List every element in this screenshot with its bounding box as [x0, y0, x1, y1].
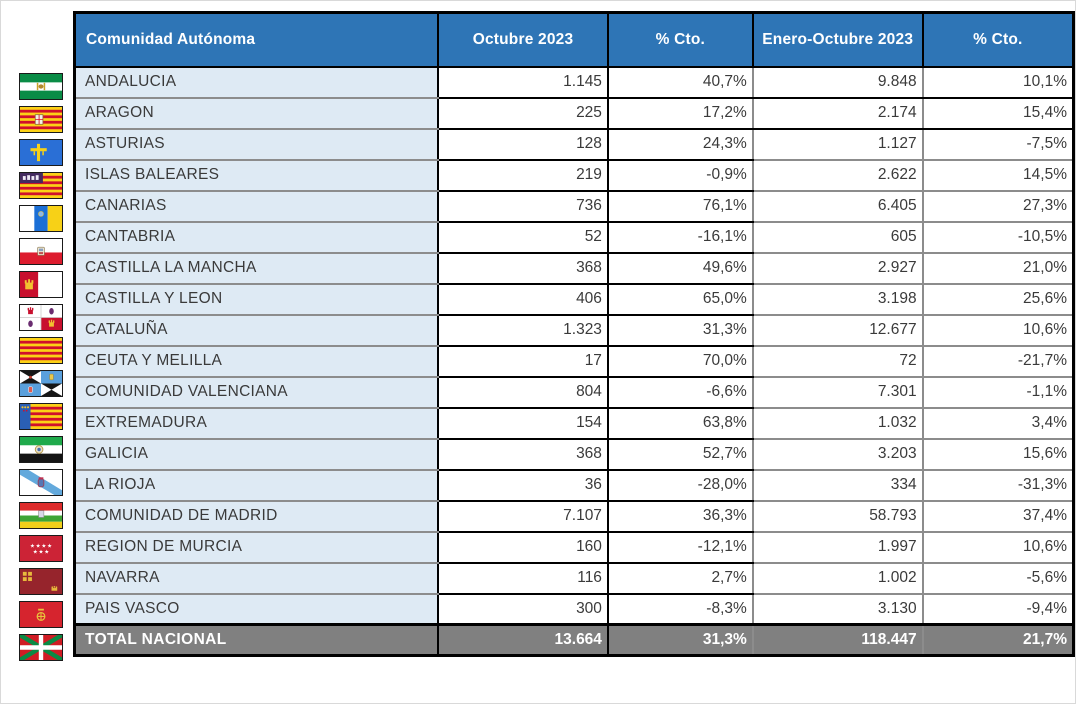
october-value-cell: 52 [438, 222, 608, 253]
table-row [75, 67, 1074, 98]
table-row [75, 315, 1074, 346]
table-row [75, 377, 1074, 408]
flag-slot [19, 433, 65, 466]
col-header-enero-octubre-2023: Enero-Octubre 2023 [753, 13, 923, 67]
flag-slot [19, 103, 65, 136]
community-name-cell: ASTURIAS [75, 129, 439, 160]
october-pct-cell: -0,9% [608, 160, 753, 191]
flag-slot [19, 532, 65, 565]
total-janoct-value-cell: 118.447 [753, 625, 923, 656]
october-value-cell: 804 [438, 377, 608, 408]
october-value-cell: 1.145 [438, 67, 608, 98]
october-pct-cell: -12,1% [608, 532, 753, 563]
community-name-cell: GALICIA [75, 439, 439, 470]
table-row [75, 346, 1074, 377]
community-name-cell: NAVARRA [75, 563, 439, 594]
col-header-comunidad-autonoma: Comunidad Autónoma [75, 13, 439, 67]
ceuta-y-melilla-flag-icon [19, 370, 63, 397]
october-value-cell: 300 [438, 594, 608, 625]
table-row [75, 470, 1074, 501]
andalucia-flag-icon [19, 73, 63, 100]
table-row [75, 129, 1074, 160]
october-pct-cell: 70,0% [608, 346, 753, 377]
flag-slot [19, 334, 65, 367]
table-row [75, 98, 1074, 129]
janoct-value-cell: 1.127 [753, 129, 923, 160]
janoct-value-cell: 2.622 [753, 160, 923, 191]
janoct-value-cell: 6.405 [753, 191, 923, 222]
janoct-pct-cell: 21,0% [923, 253, 1074, 284]
janoct-pct-cell: 25,6% [923, 284, 1074, 315]
october-value-cell: 128 [438, 129, 608, 160]
table-row [75, 594, 1074, 625]
janoct-value-cell: 2.174 [753, 98, 923, 129]
janoct-pct-cell: 10,6% [923, 315, 1074, 346]
community-name-cell: ARAGON [75, 98, 439, 129]
flag-slot [19, 466, 65, 499]
extremadura-flag-icon [19, 436, 63, 463]
janoct-pct-cell: 10,1% [923, 67, 1074, 98]
october-pct-cell: -16,1% [608, 222, 753, 253]
janoct-value-cell: 605 [753, 222, 923, 253]
community-name-cell: COMUNIDAD DE MADRID [75, 501, 439, 532]
la-rioja-flag-icon [19, 502, 63, 529]
table-row [75, 284, 1074, 315]
castilla-la-mancha-flag-icon [19, 271, 63, 298]
janoct-pct-cell: -1,1% [923, 377, 1074, 408]
total-row [75, 625, 1074, 656]
janoct-pct-cell: -10,5% [923, 222, 1074, 253]
october-value-cell: 225 [438, 98, 608, 129]
total-october-value-cell: 13.664 [438, 625, 608, 656]
flag-slot [19, 631, 65, 664]
janoct-value-cell: 2.927 [753, 253, 923, 284]
cantabria-flag-icon [19, 238, 63, 265]
janoct-pct-cell: 3,4% [923, 408, 1074, 439]
col-header-pct-cto-1: % Cto. [608, 13, 753, 67]
community-name-cell: REGION DE MURCIA [75, 532, 439, 563]
janoct-pct-cell: 14,5% [923, 160, 1074, 191]
janoct-pct-cell: 37,4% [923, 501, 1074, 532]
community-name-cell: PAIS VASCO [75, 594, 439, 625]
janoct-pct-cell: -7,5% [923, 129, 1074, 160]
community-name-cell: CASTILLA Y LEON [75, 284, 439, 315]
october-pct-cell: 2,7% [608, 563, 753, 594]
janoct-value-cell: 7.301 [753, 377, 923, 408]
table-row [75, 222, 1074, 253]
cataluna-flag-icon [19, 337, 63, 364]
flag-slot [19, 499, 65, 532]
col-header-pct-cto-2: % Cto. [923, 13, 1074, 67]
janoct-value-cell: 3.198 [753, 284, 923, 315]
october-pct-cell: 17,2% [608, 98, 753, 129]
col-header-octubre-2023: Octubre 2023 [438, 13, 608, 67]
asturias-flag-icon [19, 139, 63, 166]
flag-slot [19, 169, 65, 202]
october-value-cell: 36 [438, 470, 608, 501]
october-value-cell: 1.323 [438, 315, 608, 346]
janoct-value-cell: 72 [753, 346, 923, 377]
janoct-pct-cell: 15,6% [923, 439, 1074, 470]
flag-slot [19, 136, 65, 169]
community-name-cell: CANTABRIA [75, 222, 439, 253]
table-row [75, 191, 1074, 222]
janoct-value-cell: 1.032 [753, 408, 923, 439]
table-row [75, 160, 1074, 191]
janoct-value-cell: 334 [753, 470, 923, 501]
community-name-cell: CATALUÑA [75, 315, 439, 346]
october-value-cell: 154 [438, 408, 608, 439]
community-name-cell: ISLAS BALEARES [75, 160, 439, 191]
aragon-flag-icon [19, 106, 63, 133]
janoct-pct-cell: 27,3% [923, 191, 1074, 222]
flag-slot [19, 565, 65, 598]
flags-column [19, 70, 65, 664]
table-row [75, 408, 1074, 439]
october-value-cell: 17 [438, 346, 608, 377]
header-row [75, 13, 1074, 67]
october-pct-cell: -8,3% [608, 594, 753, 625]
october-pct-cell: 65,0% [608, 284, 753, 315]
october-pct-cell: 31,3% [608, 315, 753, 346]
october-pct-cell: 49,6% [608, 253, 753, 284]
janoct-value-cell: 3.203 [753, 439, 923, 470]
october-value-cell: 406 [438, 284, 608, 315]
flag-slot [19, 598, 65, 631]
october-value-cell: 160 [438, 532, 608, 563]
community-name-cell: LA RIOJA [75, 470, 439, 501]
flag-slot [19, 202, 65, 235]
regional-data-table [73, 11, 1075, 657]
october-value-cell: 368 [438, 439, 608, 470]
community-name-cell: CEUTA Y MELILLA [75, 346, 439, 377]
flag-slot [19, 301, 65, 334]
castilla-y-leon-flag-icon [19, 304, 63, 331]
community-name-cell: ANDALUCIA [75, 67, 439, 98]
community-name-cell: EXTREMADURA [75, 408, 439, 439]
october-pct-cell: -6,6% [608, 377, 753, 408]
canarias-flag-icon [19, 205, 63, 232]
flag-slot [19, 235, 65, 268]
janoct-value-cell: 12.677 [753, 315, 923, 346]
comunidad-de-madrid-flag-icon [19, 535, 63, 562]
galicia-flag-icon [19, 469, 63, 496]
janoct-pct-cell: 10,6% [923, 532, 1074, 563]
islas-baleares-flag-icon [19, 172, 63, 199]
janoct-value-cell: 1.002 [753, 563, 923, 594]
october-value-cell: 736 [438, 191, 608, 222]
table-row [75, 253, 1074, 284]
janoct-value-cell: 3.130 [753, 594, 923, 625]
october-value-cell: 368 [438, 253, 608, 284]
janoct-pct-cell: -31,3% [923, 470, 1074, 501]
janoct-pct-cell: -5,6% [923, 563, 1074, 594]
october-pct-cell: 63,8% [608, 408, 753, 439]
janoct-value-cell: 1.997 [753, 532, 923, 563]
october-pct-cell: 76,1% [608, 191, 753, 222]
october-pct-cell: 52,7% [608, 439, 753, 470]
comunidad-valenciana-flag-icon [19, 403, 63, 430]
october-pct-cell: 40,7% [608, 67, 753, 98]
october-pct-cell: 24,3% [608, 129, 753, 160]
total-label-cell: TOTAL NACIONAL [75, 625, 439, 656]
janoct-pct-cell: -9,4% [923, 594, 1074, 625]
total-janoct-pct-cell: 21,7% [923, 625, 1074, 656]
janoct-value-cell: 9.848 [753, 67, 923, 98]
navarra-flag-icon [19, 601, 63, 628]
region-de-murcia-flag-icon [19, 568, 63, 595]
october-value-cell: 219 [438, 160, 608, 191]
flag-slot [19, 268, 65, 301]
flag-slot [19, 367, 65, 400]
flag-slot [19, 70, 65, 103]
table-row [75, 563, 1074, 594]
janoct-pct-cell: -21,7% [923, 346, 1074, 377]
janoct-value-cell: 58.793 [753, 501, 923, 532]
table-row [75, 501, 1074, 532]
janoct-pct-cell: 15,4% [923, 98, 1074, 129]
pais-vasco-flag-icon [19, 634, 63, 661]
table-row [75, 439, 1074, 470]
october-value-cell: 7.107 [438, 501, 608, 532]
flag-slot [19, 400, 65, 433]
october-value-cell: 116 [438, 563, 608, 594]
community-name-cell: CANARIAS [75, 191, 439, 222]
table-row [75, 532, 1074, 563]
total-october-pct-cell: 31,3% [608, 625, 753, 656]
community-name-cell: COMUNIDAD VALENCIANA [75, 377, 439, 408]
community-name-cell: CASTILLA LA MANCHA [75, 253, 439, 284]
october-pct-cell: -28,0% [608, 470, 753, 501]
october-pct-cell: 36,3% [608, 501, 753, 532]
